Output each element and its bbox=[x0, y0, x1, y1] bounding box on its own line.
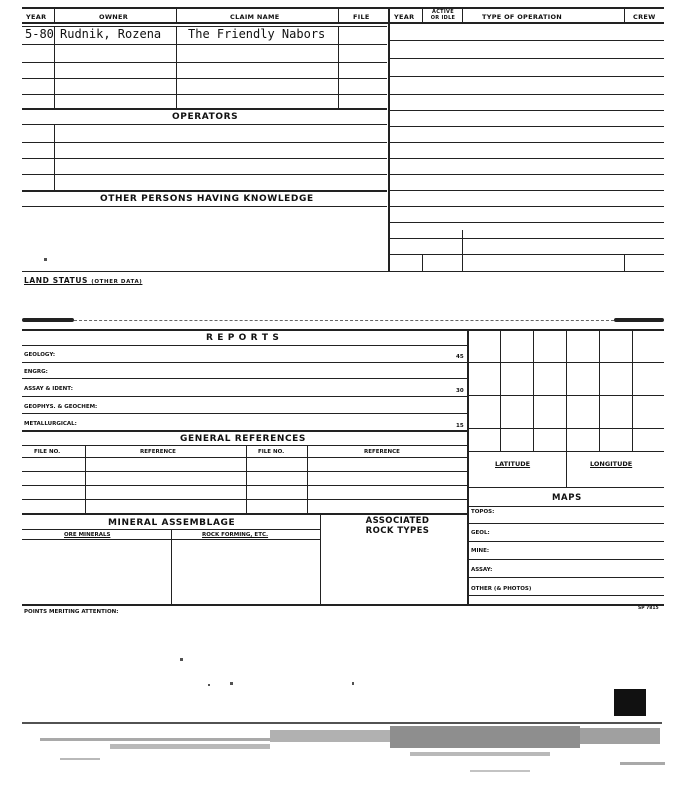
report-engrg-label: ENGRG: bbox=[24, 369, 48, 375]
ref-header-reference: REFERENCE bbox=[140, 449, 176, 455]
entry-year: 5-80 bbox=[25, 27, 54, 41]
points-meriting-attention-label: POINTS MERITING ATTENTION: bbox=[24, 609, 119, 615]
longitude-label: LONGITUDE bbox=[590, 460, 633, 468]
entry-owner: Rudnik, Rozena bbox=[60, 27, 162, 41]
land-status-label: LAND STATUS bbox=[24, 276, 89, 285]
general-references-heading: GENERAL REFERENCES bbox=[180, 434, 306, 444]
reports-heading: R E P O R T S bbox=[206, 333, 280, 343]
header-crew: CREW bbox=[633, 13, 656, 21]
report-geology-num: 45 bbox=[456, 354, 464, 360]
map-topos-label: TOPOS: bbox=[471, 509, 495, 515]
other-persons-heading: OTHER PERSONS HAVING KNOWLEDGE bbox=[100, 194, 314, 204]
report-geophys-label: GEOPHYS. & GEOCHEM: bbox=[24, 404, 98, 410]
header-year-2: YEAR bbox=[394, 13, 415, 21]
header-active-or-idle: ACTIVE OR IDLE bbox=[430, 9, 456, 21]
header-owner: OWNER bbox=[99, 13, 129, 21]
form-number: SP 7815 bbox=[638, 606, 659, 611]
report-assay-label: ASSAY & IDENT: bbox=[24, 386, 73, 392]
rock-forming-header: ROCK FORMING, ETC. bbox=[202, 532, 269, 538]
maps-heading: MAPS bbox=[552, 493, 582, 503]
ref-header-file-no: FILE NO. bbox=[34, 449, 61, 455]
entry-claim-name: The Friendly Nabors bbox=[188, 27, 326, 41]
latitude-label: LATITUDE bbox=[495, 460, 531, 468]
operators-heading: OPERATORS bbox=[172, 112, 239, 122]
header-claim-name: CLAIM NAME bbox=[230, 13, 280, 21]
ref-header-reference-2: REFERENCE bbox=[364, 449, 400, 455]
map-assay-label: ASSAY: bbox=[471, 567, 493, 573]
header-type-of-operation: TYPE OF OPERATION bbox=[482, 13, 563, 21]
ref-header-file-no-2: FILE NO. bbox=[258, 449, 285, 455]
map-other-label: OTHER (& PHOTOS) bbox=[471, 586, 532, 592]
report-metallurgical-num: 15 bbox=[456, 423, 464, 429]
header-year: YEAR bbox=[26, 13, 47, 21]
report-geology-label: GEOLOGY: bbox=[24, 352, 56, 358]
report-metallurgical-label: METALLURGICAL: bbox=[24, 421, 77, 427]
map-mine-label: MINE: bbox=[471, 548, 490, 554]
land-status-sub: (OTHER DATA) bbox=[91, 279, 143, 285]
header-file: FILE bbox=[353, 13, 370, 21]
ore-minerals-header: ORE MINERALS bbox=[64, 532, 111, 538]
associated-rock-types-heading: ASSOCIATED ROCK TYPES bbox=[365, 516, 430, 536]
report-assay-num: 30 bbox=[456, 388, 464, 394]
map-geol-label: GEOL: bbox=[471, 530, 490, 536]
mineral-assemblage-heading: MINERAL ASSEMBLAGE bbox=[108, 518, 236, 528]
